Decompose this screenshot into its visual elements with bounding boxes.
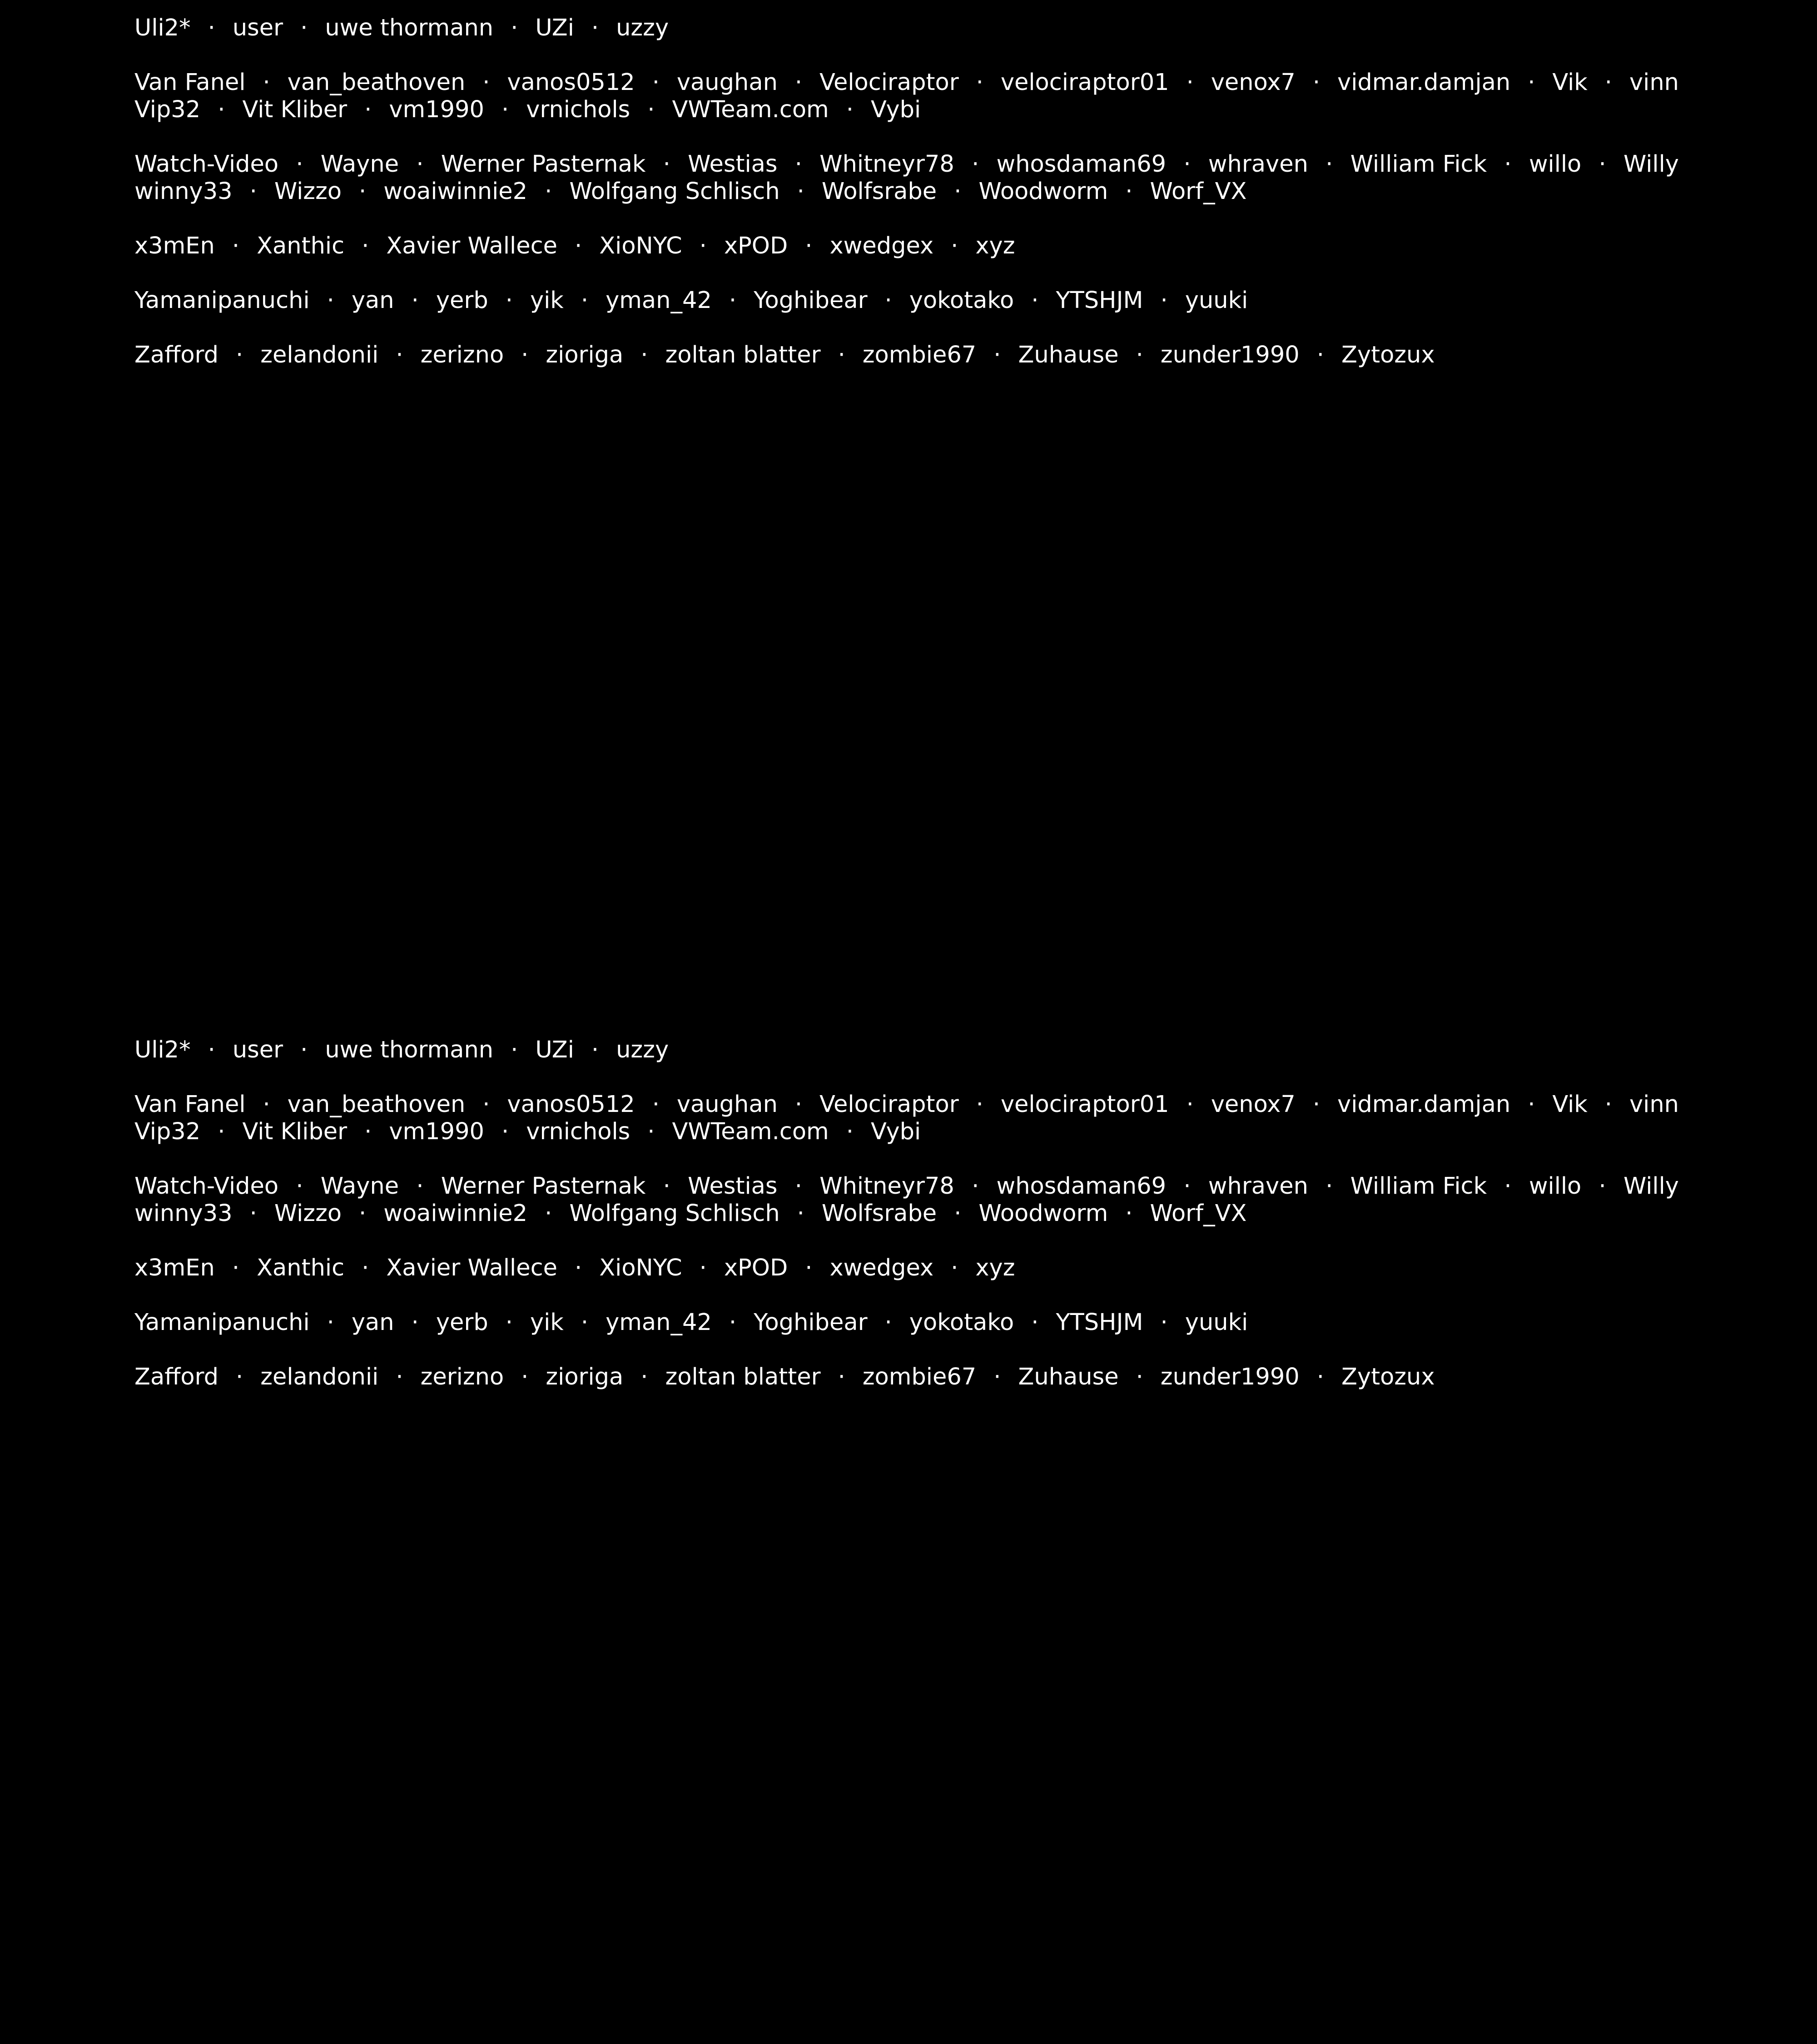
contributor-name: zoltan blatter	[665, 1364, 821, 1390]
separator-dot: ·	[1504, 151, 1512, 178]
contributor-name: vanos0512	[507, 1091, 635, 1118]
contributor-name: zelandonii	[260, 342, 379, 368]
contributor-name: zombie67	[862, 1364, 977, 1390]
separator-dot: ·	[218, 96, 225, 123]
separator-dot: ·	[521, 1364, 529, 1390]
contributor-name: Wizzo	[274, 1200, 342, 1227]
contributor-name: xwedgex	[829, 1255, 934, 1281]
contributor-name: Westias	[688, 151, 778, 178]
separator-dot: ·	[1031, 287, 1039, 314]
contributor-name: yan	[351, 1309, 394, 1336]
credits-line	[134, 1091, 1679, 1118]
separator-dot: ·	[972, 1173, 979, 1200]
separator-dot: ·	[1031, 1309, 1039, 1336]
separator-dot: ·	[511, 15, 518, 41]
contributor-name: Vip32	[134, 1118, 201, 1145]
contributor-name: yerb	[436, 1309, 488, 1336]
separator-dot: ·	[505, 287, 513, 314]
contributor-name: zerizno	[420, 342, 504, 368]
contributor-name: YTSHJM	[1056, 287, 1143, 314]
credits-line	[134, 342, 1679, 369]
credits-line	[134, 1118, 1679, 1146]
contributor-name: vm1990	[389, 96, 484, 123]
separator-dot: ·	[591, 1037, 599, 1063]
contributor-name: vrnichols	[526, 1118, 630, 1145]
contributor-name: willo	[1529, 151, 1582, 178]
separator-dot: ·	[1326, 151, 1333, 178]
separator-dot: ·	[729, 287, 737, 314]
separator-dot: ·	[1312, 1091, 1321, 1118]
separator-dot: ·	[846, 96, 854, 123]
credits-letter-group	[134, 1173, 1679, 1227]
separator-dot: ·	[327, 287, 334, 314]
contributor-name: zunder1990	[1160, 1364, 1300, 1390]
contributor-name: UZi	[535, 15, 574, 41]
separator-dot: ·	[1528, 69, 1535, 96]
contributor-name: Yamanipanuchi	[134, 1309, 310, 1336]
credits-letter-group	[134, 1255, 1679, 1282]
contributor-name: yik	[530, 1309, 564, 1336]
credits-line	[134, 233, 1679, 260]
contributor-name: Zuhause	[1018, 1364, 1119, 1390]
separator-dot: ·	[362, 233, 369, 259]
contributor-name: zerizno	[420, 1364, 504, 1390]
contributor-name: venox7	[1211, 1091, 1296, 1118]
separator-dot: ·	[1528, 1091, 1535, 1118]
separator-dot: ·	[729, 1309, 737, 1336]
separator-dot: ·	[652, 69, 660, 96]
separator-dot: ·	[1599, 151, 1606, 178]
separator-dot: ·	[1312, 69, 1321, 96]
contributor-name: xPOD	[724, 233, 788, 259]
credits-line	[134, 1200, 1679, 1227]
credits-line	[134, 151, 1679, 178]
separator-dot: ·	[652, 1091, 660, 1118]
separator-dot: ·	[362, 1255, 369, 1281]
contributor-name: zoltan blatter	[665, 342, 821, 368]
separator-dot: ·	[951, 1255, 958, 1281]
contributor-name: Vik	[1552, 69, 1588, 96]
contributor-name: xyz	[975, 1255, 1015, 1281]
separator-dot: ·	[993, 1364, 1001, 1390]
separator-dot: ·	[1186, 1091, 1194, 1118]
contributor-name: Willy	[1623, 1173, 1679, 1200]
separator-dot: ·	[797, 178, 804, 205]
contributor-name: venox7	[1211, 69, 1296, 96]
separator-dot: ·	[208, 15, 215, 41]
contributor-name: vm1990	[389, 1118, 484, 1145]
separator-dot: ·	[1183, 151, 1191, 178]
contributor-name: William Fick	[1350, 151, 1487, 178]
separator-dot: ·	[249, 1200, 257, 1227]
contributor-name: Vybi	[870, 1118, 921, 1145]
contributor-name: yuuki	[1185, 1309, 1248, 1336]
contributor-name: Wizzo	[274, 178, 342, 205]
separator-dot: ·	[699, 1255, 707, 1281]
contributor-name: Van Fanel	[134, 1091, 246, 1118]
separator-dot: ·	[364, 96, 372, 123]
contributor-name: winny33	[134, 1200, 233, 1227]
separator-dot: ·	[218, 1118, 225, 1145]
separator-dot: ·	[482, 69, 490, 96]
contributor-name: zioriga	[546, 1364, 624, 1390]
contributor-name: vrnichols	[526, 96, 630, 123]
contributor-name: whraven	[1208, 1173, 1308, 1200]
separator-dot: ·	[699, 233, 707, 259]
separator-dot: ·	[1125, 178, 1133, 205]
contributor-name: yman_42	[606, 287, 712, 314]
contributor-name: Yamanipanuchi	[134, 287, 310, 314]
contributor-name: UZi	[535, 1037, 574, 1063]
contributor-name: Worf_VX	[1150, 178, 1247, 205]
contributor-name: Zytozux	[1341, 342, 1435, 368]
contributor-name: whosdaman69	[996, 1173, 1167, 1200]
contributor-name: Xanthic	[257, 1255, 345, 1281]
contributor-name: Van Fanel	[134, 69, 246, 96]
contributor-name: x3mEn	[134, 233, 215, 259]
separator-dot: ·	[976, 1091, 983, 1118]
separator-dot: ·	[1186, 69, 1194, 96]
separator-dot: ·	[296, 1173, 303, 1200]
separator-dot: ·	[545, 178, 552, 205]
credits-block-primary	[134, 15, 1679, 396]
credits-letter-group	[134, 1309, 1679, 1336]
credits-letter-group	[134, 1364, 1679, 1391]
contributor-name: zunder1990	[1160, 342, 1300, 368]
separator-dot: ·	[300, 15, 308, 41]
contributor-name: Xanthic	[257, 233, 345, 259]
separator-dot: ·	[411, 1309, 419, 1336]
separator-dot: ·	[575, 233, 582, 259]
separator-dot: ·	[1604, 1091, 1613, 1118]
separator-dot: ·	[1604, 69, 1613, 96]
contributor-name: woaiwinnie2	[383, 1200, 528, 1227]
separator-dot: ·	[1136, 342, 1143, 368]
contributor-name: Willy	[1623, 151, 1679, 178]
contributor-name: Vit Kliber	[242, 1118, 348, 1145]
credits-line	[134, 1309, 1679, 1336]
contributor-name: Whitneyr78	[819, 1173, 954, 1200]
separator-dot: ·	[663, 151, 670, 178]
contributor-name: Velociraptor	[819, 1091, 959, 1118]
separator-dot: ·	[1316, 1364, 1324, 1390]
contributor-name: yman_42	[606, 1309, 712, 1336]
contributor-name: xwedgex	[829, 233, 934, 259]
separator-dot: ·	[482, 1091, 490, 1118]
contributor-name: winny33	[134, 178, 233, 205]
contributor-name: yokotako	[909, 1309, 1014, 1336]
contributor-name: Zafford	[134, 342, 218, 368]
separator-dot: ·	[359, 178, 367, 205]
separator-dot: ·	[501, 96, 509, 123]
contributor-name: Wayne	[320, 1173, 399, 1200]
credits-line	[134, 1037, 1679, 1064]
credits-letter-group	[134, 15, 1679, 42]
separator-dot: ·	[359, 1200, 367, 1227]
separator-dot: ·	[501, 1118, 509, 1145]
separator-dot: ·	[364, 1118, 372, 1145]
separator-dot: ·	[993, 342, 1001, 368]
separator-dot: ·	[235, 342, 243, 368]
separator-dot: ·	[300, 1037, 308, 1063]
separator-dot: ·	[1136, 1364, 1143, 1390]
contributor-name: Werner Pasternak	[441, 1173, 646, 1200]
credits-letter-group	[134, 1091, 1679, 1146]
separator-dot: ·	[232, 1255, 240, 1281]
credits-letter-group	[134, 233, 1679, 260]
contributor-name: Zytozux	[1341, 1364, 1435, 1390]
contributor-name: Woodworm	[978, 178, 1108, 205]
separator-dot: ·	[805, 233, 813, 259]
contributor-name: Uli2*	[134, 1037, 191, 1063]
separator-dot: ·	[1316, 342, 1324, 368]
contributor-name: uwe thormann	[325, 15, 494, 41]
contributor-name: Vybi	[870, 96, 921, 123]
contributor-name: vinn	[1629, 69, 1679, 96]
contributor-name: yik	[530, 287, 564, 314]
separator-dot: ·	[838, 342, 845, 368]
separator-dot: ·	[511, 1037, 518, 1063]
separator-dot: ·	[976, 69, 983, 96]
separator-dot: ·	[805, 1255, 813, 1281]
contributor-name: Whitneyr78	[819, 151, 954, 178]
separator-dot: ·	[972, 151, 979, 178]
contributor-name: Westias	[688, 1173, 778, 1200]
separator-dot: ·	[1160, 287, 1168, 314]
separator-dot: ·	[1183, 1173, 1191, 1200]
contributor-name: user	[232, 15, 283, 41]
contributor-name: willo	[1529, 1173, 1582, 1200]
contributor-name: velociraptor01	[1000, 1091, 1169, 1118]
separator-dot: ·	[1326, 1173, 1333, 1200]
credits-letter-group	[134, 151, 1679, 205]
contributor-name: yokotako	[909, 287, 1014, 314]
separator-dot: ·	[794, 69, 803, 96]
credits-line	[134, 178, 1679, 205]
contributor-name: yuuki	[1185, 287, 1248, 314]
contributor-name: uzzy	[616, 15, 669, 41]
contributor-name: Zafford	[134, 1364, 218, 1390]
separator-dot: ·	[411, 287, 419, 314]
contributor-name: Uli2*	[134, 15, 191, 41]
credits-letter-group	[134, 287, 1679, 314]
separator-dot: ·	[591, 15, 599, 41]
contributor-name: x3mEn	[134, 1255, 215, 1281]
contributor-name: Yoghibear	[754, 1309, 868, 1336]
separator-dot: ·	[416, 151, 424, 178]
separator-dot: ·	[235, 1364, 243, 1390]
contributor-name: Vik	[1552, 1091, 1588, 1118]
separator-dot: ·	[263, 1091, 270, 1118]
separator-dot: ·	[575, 1255, 582, 1281]
credits-line	[134, 96, 1679, 124]
separator-dot: ·	[327, 1309, 334, 1336]
contributor-name: Yoghibear	[754, 287, 868, 314]
contributor-name: Wayne	[320, 151, 399, 178]
separator-dot: ·	[581, 1309, 589, 1336]
separator-dot: ·	[396, 1364, 403, 1390]
contributor-name: Watch-Video	[134, 151, 279, 178]
separator-dot: ·	[884, 1309, 892, 1336]
separator-dot: ·	[794, 1091, 803, 1118]
separator-dot: ·	[416, 1173, 424, 1200]
separator-dot: ·	[884, 287, 892, 314]
separator-dot: ·	[647, 96, 655, 123]
separator-dot: ·	[232, 233, 240, 259]
separator-dot: ·	[663, 1173, 670, 1200]
contributor-name: Wolfsrabe	[821, 1200, 937, 1227]
contributor-name: Woodworm	[978, 1200, 1108, 1227]
contributor-name: Wolfgang Schlisch	[569, 178, 780, 205]
credits-line	[134, 287, 1679, 314]
separator-dot: ·	[545, 1200, 552, 1227]
separator-dot: ·	[263, 69, 270, 96]
separator-dot: ·	[521, 342, 529, 368]
contributor-name: xyz	[975, 233, 1015, 259]
contributor-name: VWTeam.com	[672, 1118, 829, 1145]
separator-dot: ·	[846, 1118, 854, 1145]
contributor-name: Xavier Wallece	[386, 1255, 557, 1281]
separator-dot: ·	[581, 287, 589, 314]
contributor-name: Wolfgang Schlisch	[569, 1200, 780, 1227]
separator-dot: ·	[296, 151, 303, 178]
contributor-name: yan	[351, 287, 394, 314]
separator-dot: ·	[954, 1200, 962, 1227]
separator-dot: ·	[1599, 1173, 1606, 1200]
contributor-name: vinn	[1629, 1091, 1679, 1118]
separator-dot: ·	[249, 178, 257, 205]
contributor-name: Werner Pasternak	[441, 151, 646, 178]
separator-dot: ·	[640, 342, 648, 368]
contributor-name: William Fick	[1350, 1173, 1487, 1200]
contributor-name: VWTeam.com	[672, 96, 829, 123]
contributor-name: whosdaman69	[996, 151, 1167, 178]
contributor-name: yerb	[436, 287, 488, 314]
separator-dot: ·	[794, 1173, 802, 1200]
contributor-name: user	[232, 1037, 283, 1063]
contributor-name: XioNYC	[599, 1255, 682, 1281]
contributor-name: XioNYC	[599, 233, 682, 259]
separator-dot: ·	[794, 151, 802, 178]
credits-line	[134, 69, 1679, 96]
contributor-name: van_beathoven	[287, 1091, 466, 1118]
contributor-name: vidmar.damjan	[1337, 1091, 1511, 1118]
contributor-name: zelandonii	[260, 1364, 379, 1390]
credits-letter-group	[134, 342, 1679, 369]
contributor-name: Worf_VX	[1150, 1200, 1247, 1227]
contributor-name: uwe thormann	[325, 1037, 494, 1063]
separator-dot: ·	[396, 342, 403, 368]
contributor-name: Zuhause	[1018, 342, 1119, 368]
contributor-name: vaughan	[676, 1091, 778, 1118]
contributor-name: zombie67	[862, 342, 977, 368]
credits-block-repeat	[134, 1037, 1679, 1418]
separator-dot: ·	[1504, 1173, 1512, 1200]
contributor-name: van_beathoven	[287, 69, 466, 96]
separator-dot: ·	[640, 1364, 648, 1390]
contributor-name: uzzy	[616, 1037, 669, 1063]
separator-dot: ·	[797, 1200, 804, 1227]
contributor-name: Xavier Wallece	[386, 233, 557, 259]
separator-dot: ·	[1125, 1200, 1133, 1227]
credits-line	[134, 1364, 1679, 1391]
contributor-name: vanos0512	[507, 69, 635, 96]
credits-line	[134, 1173, 1679, 1200]
contributor-name: vaughan	[676, 69, 778, 96]
separator-dot: ·	[647, 1118, 655, 1145]
contributor-name: YTSHJM	[1056, 1309, 1143, 1336]
contributor-name: Wolfsrabe	[821, 178, 937, 205]
contributor-name: velociraptor01	[1000, 69, 1169, 96]
contributor-name: whraven	[1208, 151, 1308, 178]
contributor-name: xPOD	[724, 1255, 788, 1281]
contributor-name: Velociraptor	[819, 69, 959, 96]
contributor-name: Vip32	[134, 96, 201, 123]
contributor-name: zioriga	[546, 342, 624, 368]
contributor-name: Vit Kliber	[242, 96, 348, 123]
credits-letter-group	[134, 69, 1679, 124]
credits-letter-group	[134, 1037, 1679, 1064]
separator-dot: ·	[954, 178, 962, 205]
credits-line	[134, 15, 1679, 42]
credits-line	[134, 1255, 1679, 1282]
contributor-name: Watch-Video	[134, 1173, 279, 1200]
separator-dot: ·	[951, 233, 958, 259]
contributor-name: vidmar.damjan	[1337, 69, 1511, 96]
separator-dot: ·	[208, 1037, 215, 1063]
separator-dot: ·	[1160, 1309, 1168, 1336]
separator-dot: ·	[838, 1364, 845, 1390]
separator-dot: ·	[505, 1309, 513, 1336]
contributor-name: woaiwinnie2	[383, 178, 528, 205]
